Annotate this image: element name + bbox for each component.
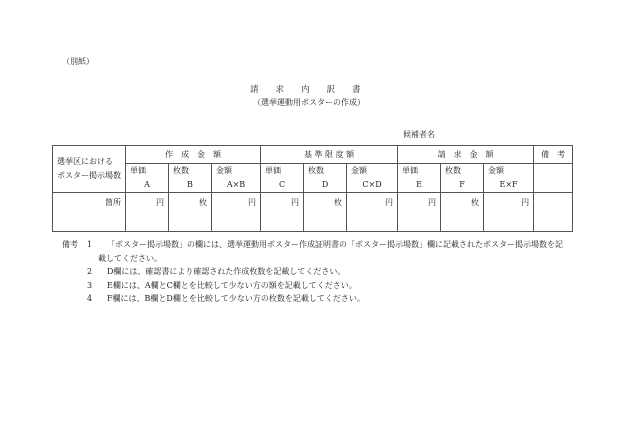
entry-cell[interactable]: 円	[261, 193, 304, 232]
entry-cell[interactable]: 円	[212, 193, 261, 232]
entry-cell[interactable]: 箇所	[53, 193, 126, 232]
note-text: D欄には、確認書により確認された作成枚数を記載してください。	[107, 267, 346, 276]
remarks-entry-cell[interactable]	[534, 193, 573, 232]
attachment-label: （別紙）	[62, 57, 94, 66]
breakdown-table	[52, 145, 573, 232]
note-item	[62, 265, 563, 279]
polling-place-count-header: 選挙区における ポスター掲示場数	[53, 146, 126, 193]
column-header-a: 単価 A	[126, 164, 169, 193]
column-header-e: 単価 E	[398, 164, 441, 193]
column-header-c: 単価 C	[261, 164, 304, 193]
entry-cell[interactable]: 円	[484, 193, 534, 232]
group-claim-amount: 請 求 金 額	[398, 146, 534, 164]
entry-cell[interactable]: 枚	[304, 193, 347, 232]
group-production-amount: 作 成 金 額	[126, 146, 261, 164]
note-number: 1	[87, 240, 93, 249]
column-header-b: 枚数 B	[169, 164, 212, 193]
note-text: F欄には、B欄とD欄とを比較して少ない方の枚数を記載してください。	[107, 294, 365, 303]
entry-cell[interactable]: 円	[398, 193, 441, 232]
remarks-header-blank	[534, 164, 573, 193]
note-text: E欄には、A欄とC欄とを比較して少ない方の額を記載してください。	[107, 280, 357, 290]
column-header-cxd: 金額 C×D	[347, 164, 398, 193]
entry-cell[interactable]: 円	[347, 193, 398, 232]
entry-cell[interactable]: 枚	[169, 193, 212, 232]
column-header-exf: 金額 E×F	[484, 164, 534, 193]
note-item	[62, 238, 563, 265]
note-number: 2	[87, 267, 93, 276]
note-item	[62, 292, 563, 306]
document-subtitle: （選挙運動用ポスターの作成）	[253, 98, 365, 107]
column-header-d: 枚数 D	[304, 164, 347, 193]
entry-cell[interactable]: 円	[126, 193, 169, 232]
note-number: 3	[87, 280, 93, 290]
note-item	[62, 279, 563, 293]
entry-cell[interactable]: 枚	[441, 193, 484, 232]
column-header-f: 枚数 F	[441, 164, 484, 193]
group-standard-limit: 基 準 限 度 額	[261, 146, 398, 164]
note-text: 「ポスター掲示場数」の欄には、選挙運動用ポスター作成証明書の「ポスター掲示場数」欄に記載されたポスター掲示場数を記 載してください。	[98, 240, 563, 263]
group-remarks: 備 考	[534, 146, 573, 164]
notes-label: 備考	[62, 240, 78, 249]
note-number: 4	[87, 294, 93, 303]
notes-section	[62, 238, 563, 306]
document-title: 請 求 内 訳 書	[250, 85, 361, 95]
candidate-name-label: 候補者名	[403, 130, 435, 139]
column-header-axb: 金額 A×B	[212, 164, 261, 193]
